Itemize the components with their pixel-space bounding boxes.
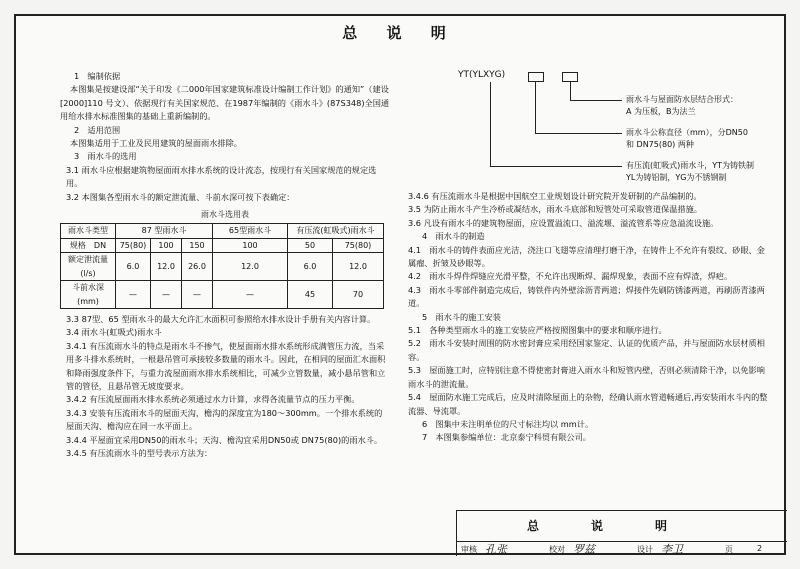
- code-note-3b: YL为铸铝制，YG为不锈钢制: [626, 173, 727, 182]
- section-3-2: 3.2 本图集各型雨水斗的额定泄流量、斗前水深可按下表确定：: [66, 191, 295, 202]
- design-signature: 李卫: [661, 543, 683, 556]
- section-5-3: 5.3 屋面施工时，应特别注意不得使密封膏进入雨水斗和短管内壁，否则必须清除干净，以免影响雨水斗的泄流量。: [408, 365, 765, 389]
- page-label: 页: [725, 545, 733, 554]
- table-cell: 75(80): [116, 238, 151, 252]
- section-2-title: 2 适用范围: [74, 124, 121, 135]
- code-note-1b: A 为压板，B为法兰: [626, 107, 696, 116]
- table-cell: —: [116, 281, 151, 309]
- table-row: [61, 253, 384, 281]
- review-signature: 孔张: [485, 543, 507, 556]
- table-cell: 75(80): [333, 238, 384, 252]
- table-header: 雨水斗类型: [61, 224, 116, 238]
- section-2-text: 本图集适用于工业及民用建筑的屋面雨水排除。: [70, 138, 242, 149]
- section-5-4: 5.4 屋面防水施工完成后，应及时清除屋面上的杂物，经确认雨水管道畅通后,再安装雨水斗内的整流器、导流罩。: [408, 392, 768, 416]
- right-column: [408, 190, 768, 445]
- leader-line: [570, 100, 622, 101]
- section-5-1: 5.1 各种类型雨水斗的施工安装应严格按照图集中的要求和顺序进行。: [408, 325, 667, 336]
- section-3-4-3: 3.4.3 安装有压流雨水斗的屋面天沟，檐沟的深度宜为180～300mm。一个排水系统的屋面天沟、檐沟应在同一水平面上。: [66, 407, 383, 432]
- section-5-title: 5 雨水斗的施工安装: [422, 311, 501, 322]
- section-3-4-5: 3.4.5 有压流雨水斗的型号表示方法为：: [66, 447, 213, 458]
- table-row: [61, 281, 384, 309]
- title-block-signature-row: [457, 541, 787, 557]
- table-row: [61, 238, 384, 252]
- check-label: 校对: [549, 545, 565, 554]
- section-4-2: 4.2 雨水斗焊件焊缝应光滑平整，不允许出现断焊、漏焊现象，表面不应有焊渣，焊疤。: [408, 271, 733, 282]
- selection-table: [60, 223, 384, 308]
- table-cell: —: [151, 281, 182, 309]
- leader-line: [570, 81, 571, 100]
- table-cell: —: [182, 281, 213, 309]
- table-row-label: 额定泄流量 (l/s): [61, 253, 116, 281]
- page-title: 总 说 明: [342, 24, 458, 42]
- section-3-4-4: 3.4.4 平屋面宜采用DN50的雨水斗；天沟、檐沟宜采用DN50或 DN75(80)的雨水斗。: [66, 434, 383, 445]
- table-header: 87 型雨水斗: [116, 224, 213, 238]
- review-label: 审核: [461, 545, 477, 554]
- section-3-title: 3 雨水斗的选用: [74, 151, 137, 162]
- table-caption: 雨水斗选用表: [201, 210, 249, 220]
- page-number: 2: [757, 544, 763, 553]
- section-3-4-6: 3.4.6 有压流雨水斗是根据中国航空工业规划设计研究院开发研制的产品编制的。: [408, 191, 702, 201]
- section-3-5: 3.5 为防止雨水斗产生冷桥或凝结水，雨水斗底部和短管处可采取管道保温措施。: [408, 204, 702, 215]
- table-cell: 100: [151, 238, 182, 252]
- design-label: 设计: [637, 545, 653, 554]
- section-1-title: 1 编制依据: [74, 71, 121, 81]
- leader-line: [535, 133, 622, 134]
- table-cell: 6.0: [288, 253, 333, 281]
- title-block-title: 总 说 明: [527, 519, 688, 533]
- table-row-label: 斗前水深 (mm): [61, 281, 116, 309]
- code-note-2b: 和 DN75(80) 两种: [626, 140, 694, 149]
- table-header: 有压流(虹吸式)雨水斗: [288, 224, 384, 238]
- table-cell: 12.0: [151, 253, 182, 281]
- section-5-2: 5.2 雨水斗安装时周围的防水密封膏应采用经国家鉴定、认证的优质产品，并与屋面防水层材质相容。: [408, 338, 765, 362]
- table-cell: 100: [213, 238, 288, 252]
- table-row: [61, 224, 384, 238]
- section-1-text: 本图集是按建设部“关于印发《二000年国家建筑标准设计编制工作计划》的通知”（建设[2000]110 号文）、依据现行有关国家规范、在1987年编制的《雨水斗》(87S348)全国通用给水排水标准图集的基础上重新编制的。: [60, 84, 390, 122]
- code-note-1: [626, 94, 738, 118]
- leader-line: [490, 82, 491, 166]
- table-cell: —: [213, 281, 288, 309]
- title-block: [456, 510, 787, 556]
- table-cell: 12.0: [333, 253, 384, 281]
- table-cell: 150: [182, 238, 213, 252]
- table-cell: 26.0: [182, 253, 213, 281]
- table-cell: 45: [288, 281, 333, 309]
- section-4-1: 4.1 雨水斗的铸件表面应光洁，浇注口飞翅等应清理打磨干净，在铸件上不允许有裂纹、砂眼、金属瘤、折皱及砂眼等。: [408, 244, 765, 269]
- section-7: 7 本图集参编单位：北京泰宁科贸有限公司。: [422, 432, 591, 443]
- section-3-6: 3.6 凡设有雨水斗的建筑物屋面，应设置溢流口、溢流堰、溢流管系等应急溢流设施。: [408, 217, 719, 228]
- code-note-2a: 雨水斗公称直径（mm），分DN50: [626, 128, 748, 137]
- table-cell: 6.0: [116, 253, 151, 281]
- check-signature: 罗兹: [573, 543, 595, 556]
- leader-line: [490, 166, 622, 167]
- section-3-3: 3.3 87型、65 型雨水斗的最大允许汇水面积可参照给水排水设计手册有关内容计算。: [66, 313, 376, 324]
- section-6: 6 图集中未注明单位的尺寸标注均以 mm计。: [422, 418, 594, 429]
- section-4-3: 4.3 雨水斗零部件制造完成后，铸铁件内外壁涂沥青两道；焊接件先刷防锈漆两道，再刷沥青漆两道。: [408, 284, 765, 309]
- code-box-diameter: [528, 72, 544, 82]
- model-code-prefix: YT(YLXYG): [458, 70, 506, 80]
- section-4-title: 4 雨水斗的制造: [422, 231, 485, 242]
- table-cell: 50: [288, 238, 333, 252]
- code-note-3a: 有压流(虹吸式)雨水斗，YT为铸铁制: [626, 161, 755, 170]
- left-column: [60, 70, 390, 460]
- section-3-4-1: 3.4.1 有压流雨水斗的特点是雨水斗不掺气，使屋面雨水排水系统形成满管压力流，当采用多斗排水系统时，一根悬吊管可承接较多数量的雨水斗。因此，在相同的屋面汇水面积和降雨强度条件下，与重力流屋面雨水排水系统相比，可减少立管数量，减小悬吊管和立管的管径，且悬吊管无坡度要求。: [66, 340, 386, 391]
- table-header: 65型雨水斗: [213, 224, 288, 238]
- code-note-3: [626, 160, 754, 184]
- section-3-1: 3.1 雨水斗应根据建筑物屋面雨水排水系统的设计流态，按现行有关国家规范的规定选用。: [66, 164, 377, 189]
- code-note-1a: 雨水斗与屋面防水层结合形式：: [626, 95, 738, 104]
- table-row-label: 规格 DN: [61, 238, 116, 252]
- code-note-2: [626, 127, 748, 151]
- table-cell: 12.0: [213, 253, 288, 281]
- section-3-4-2: 3.4.2 有压流屋面雨水排水系统必须通过水力计算，求得各流量节点的压力平衡。: [66, 394, 360, 405]
- section-3-4: 3.4 雨水斗(虹吸式)雨水斗: [66, 327, 162, 338]
- leader-line: [535, 81, 536, 133]
- table-cell: 70: [333, 281, 384, 309]
